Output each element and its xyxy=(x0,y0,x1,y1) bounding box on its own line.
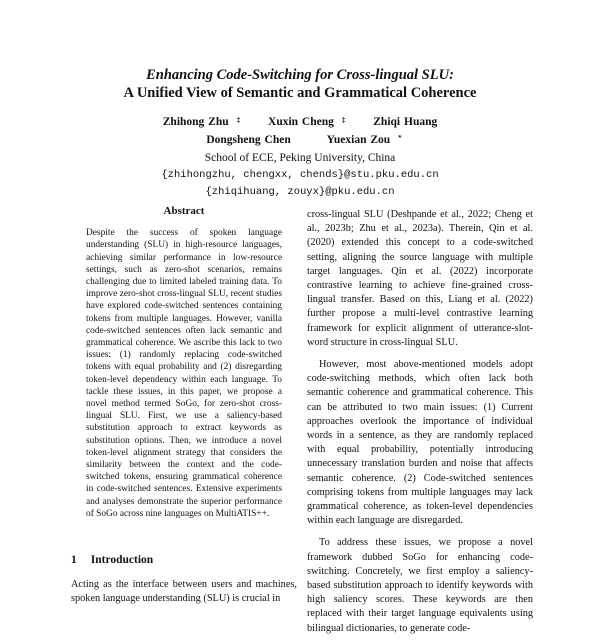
abstract-heading: Abstract xyxy=(163,205,205,217)
affiliation: School of ECE, Peking University, China xyxy=(204,152,396,164)
body-paragraph: However, most above-mentioned models adopt code-switching methods, which often lack both semantic coherence and grammatical coherence. This can be attributed to two main issues: (1) Current approaches overlook the importance of individual words in a sentence, as they are randomly replaced with equal probability, potentially introducing unnecessary translation burden and noise that affects semantic coherence. (2) Code-switched sentences comprising tokens from multiple languages may lack grammatical coherence, as token-level dependencies within each language are disregarded. xyxy=(307,359,533,527)
title-line-2: A Unified View of Semantic and Grammatical Coherence xyxy=(123,85,477,101)
section-title: Introduction xyxy=(90,554,154,566)
title-line-1: Enhancing Code-Switching for Cross-lingual SLU: xyxy=(146,67,454,83)
author-mark: ‡ xyxy=(341,116,346,124)
author-name: Dongsheng Chen xyxy=(206,134,291,146)
authors-line-2 xyxy=(0,131,600,149)
author-mark: ‡ xyxy=(236,116,241,124)
author-block xyxy=(0,113,600,201)
author-name: Zhihong Zhu ‡ xyxy=(162,116,241,128)
body-paragraph: cross-lingual SLU (Deshpande et al., 2022; Cheng et al., 2023b; Zhu et al., 2023a). Therein, Qin et al. (2020) extended this concept to a code-switched setting, aligning the source language with multiple target languages. Qin et al. (2022) incorporate contrastive learning to achieve fine-grained cross-lingual transfer. Based on this, Liang et al. (2022) further propose a multi-level contrastive learning framework for explicit alignment of utterance-slot-word structure in cross-lingual SLU. xyxy=(307,209,533,348)
intro-paragraph: Acting as the interface between users and machines, spoken language understanding (SLU) is crucial in xyxy=(71,579,297,604)
author-name: Zhiqi Huang xyxy=(373,116,438,128)
email-line-1: {zhihongzhu, chengxx, chends}@stu.pku.edu.cn xyxy=(161,169,439,181)
abstract-text: Despite the success of spoken language understanding (SLU) in high-resource languages, achieving similar performance in low-resource settings, such as zero-shot scenarios, remains challenging due to limited labeled training data. To improve zero-shot cross-lingual SLU, recent studies have explored code-switched sentences containing tokens from multiple languages. However, vanilla code-switched sentences often lack semantic and grammatical coherence. We ascribe this lack to two issues: (1) randomly replacing code-switched tokens with equal probability and (2) disregarding token-level dependency within each language. To tackle these issues, in this paper, we propose a novel method termed SoGo, for zero-shot cross-lingual SLU. First, we use a saliency-based substitution approach to extract keywords as substitution options. Then, we introduce a novel token-level alignment strategy that considers the similarity between the context and the code-switched tokens, ensuring grammatical coherence in code-switched sentences. Extensive experiments and analyses demonstrate the superior performance of SoGo across nine languages on MultiATIS++. xyxy=(86,228,282,519)
author-mark: * xyxy=(398,134,402,142)
paper-title xyxy=(0,66,600,102)
right-column xyxy=(307,208,533,644)
body-paragraph: To address these issues, we propose a novel framework dubbed SoGo for enhancing code-switching. Concretely, we first employ a saliency-based substitution approach to identify keywords with high saliency scores. These keywords are then replaced with their target language equivalents using bilingual dictionaries, to generate code- xyxy=(307,537,533,634)
section-heading-introduction xyxy=(71,554,153,566)
authors-line-1 xyxy=(0,113,600,131)
author-name: Xuxin Cheng ‡ xyxy=(268,116,346,128)
email-line-2: {zhiqihuang, zouyx}@pku.edu.cn xyxy=(205,186,395,198)
author-name: Yuexian Zou * xyxy=(326,134,402,146)
abstract-section xyxy=(86,205,282,520)
introduction-text xyxy=(71,578,297,606)
section-number: 1 xyxy=(71,554,77,566)
